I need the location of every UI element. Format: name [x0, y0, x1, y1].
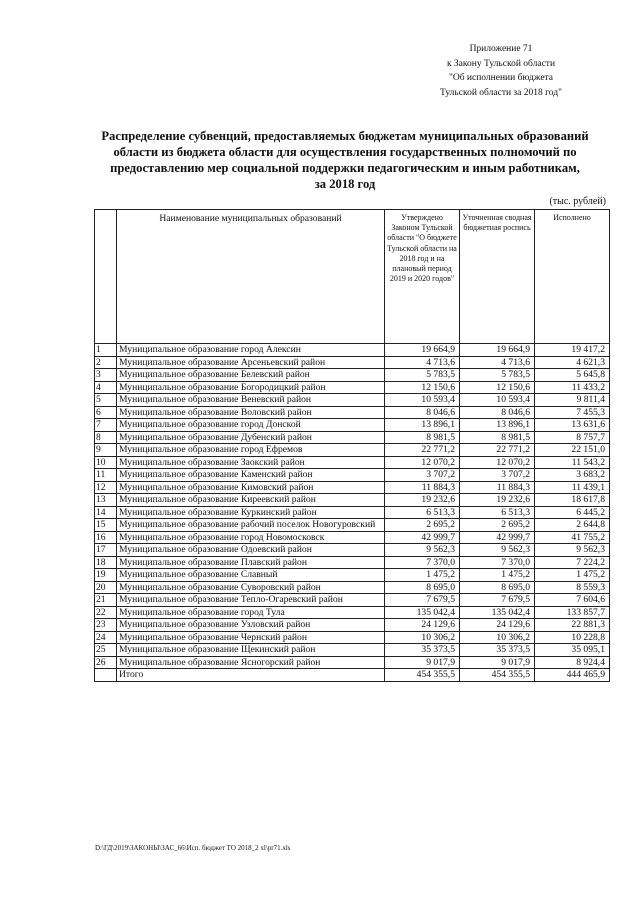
row-refined: 8 695,0: [460, 581, 535, 594]
total-row: [95, 669, 610, 682]
row-executed: 11 439,1: [535, 481, 610, 494]
appendix-header: [440, 42, 562, 100]
row-executed: 18 617,8: [535, 494, 610, 507]
row-refined: 7 679,5: [460, 594, 535, 607]
row-index: 24: [95, 631, 117, 644]
row-refined: 2 695,2: [460, 519, 535, 532]
row-approved: 10 306,2: [385, 631, 460, 644]
row-index: 12: [95, 481, 117, 494]
table-row: [95, 356, 610, 369]
row-executed: 35 095,1: [535, 644, 610, 657]
row-refined: 9 017,9: [460, 656, 535, 669]
row-index: 5: [95, 394, 117, 407]
table-row: [95, 544, 610, 557]
row-approved: 22 771,2: [385, 444, 460, 457]
appendix-line-1: Приложение 71: [469, 44, 533, 54]
row-refined: 10 593,4: [460, 394, 535, 407]
row-refined: 7 370,0: [460, 556, 535, 569]
row-index: 14: [95, 506, 117, 519]
row-approved: 42 999,7: [385, 531, 460, 544]
table-row: [95, 369, 610, 382]
table-row: [95, 556, 610, 569]
table-row: [95, 506, 610, 519]
row-index: 1: [95, 344, 117, 357]
row-name: Муниципальное образование Веневский район: [117, 394, 385, 407]
row-index: 3: [95, 369, 117, 382]
table-row: [95, 494, 610, 507]
row-index: 2: [95, 356, 117, 369]
row-name: Муниципальное образование Одоевский район: [117, 544, 385, 557]
table-row: [95, 469, 610, 482]
row-refined: 10 306,2: [460, 631, 535, 644]
table-row: [95, 519, 610, 532]
table-header-row: [95, 210, 610, 344]
row-approved: 6 513,3: [385, 506, 460, 519]
row-refined: 24 129,6: [460, 619, 535, 632]
table-row: [95, 431, 610, 444]
row-refined: 22 771,2: [460, 444, 535, 457]
table-row: [95, 481, 610, 494]
row-executed: 7 455,3: [535, 406, 610, 419]
row-executed: 8 559,3: [535, 581, 610, 594]
row-name: Муниципальное образование город Алексин: [117, 344, 385, 357]
row-index: 7: [95, 419, 117, 432]
row-executed: 41 755,2: [535, 531, 610, 544]
row-name: Муниципальное образование Узловский район: [117, 619, 385, 632]
table-row: [95, 569, 610, 582]
row-executed: 11 433,2: [535, 381, 610, 394]
row-executed: 9 811,4: [535, 394, 610, 407]
row-index: 25: [95, 644, 117, 657]
row-refined: 9 562,3: [460, 544, 535, 557]
row-refined: 8 981,5: [460, 431, 535, 444]
row-index: 4: [95, 381, 117, 394]
total-refined: 454 355,5: [460, 669, 535, 682]
table-row: [95, 619, 610, 632]
title-line-4: за 2018 год: [314, 177, 376, 191]
table-row: [95, 606, 610, 619]
row-approved: 3 707,2: [385, 469, 460, 482]
table-row: [95, 406, 610, 419]
row-index: 9: [95, 444, 117, 457]
row-refined: 12 150,6: [460, 381, 535, 394]
header-name: Наименование муниципальных образований: [117, 210, 385, 344]
row-name: Муниципальное образование Киреевский район: [117, 494, 385, 507]
row-executed: 8 757,7: [535, 431, 610, 444]
row-index: 10: [95, 456, 117, 469]
row-refined: 13 896,1: [460, 419, 535, 432]
row-refined: 6 513,3: [460, 506, 535, 519]
row-index: 11: [95, 469, 117, 482]
document-title: [100, 128, 590, 192]
row-name: Муниципальное образование Воловский район: [117, 406, 385, 419]
row-name: Муниципальное образование город Ефремов: [117, 444, 385, 457]
row-executed: 133 857,7: [535, 606, 610, 619]
row-approved: 9 017,9: [385, 656, 460, 669]
row-index: 19: [95, 569, 117, 582]
row-name: Муниципальное образование рабочий поселок Новогуровский: [117, 519, 385, 532]
title-line-1: Распределение субвенций, предоставляемых бюджетам муниципальных образований: [101, 129, 589, 143]
row-index: 17: [95, 544, 117, 557]
header-index: [95, 210, 117, 344]
row-executed: 9 562,3: [535, 544, 610, 557]
total-approved: 454 355,5: [385, 669, 460, 682]
row-index: 23: [95, 619, 117, 632]
row-approved: 8 695,0: [385, 581, 460, 594]
subventions-table: [94, 209, 610, 682]
row-approved: 4 713,6: [385, 356, 460, 369]
table-row: [95, 644, 610, 657]
row-executed: 4 621,3: [535, 356, 610, 369]
row-name: Муниципальное образование Кимовский район: [117, 481, 385, 494]
row-name: Муниципальное образование Суворовский район: [117, 581, 385, 594]
total-label: Итого: [117, 669, 385, 682]
row-index: 16: [95, 531, 117, 544]
row-executed: 22 151,0: [535, 444, 610, 457]
table-row: [95, 444, 610, 457]
appendix-line-3: "Об исполнении бюджета: [448, 73, 554, 83]
row-refined: 11 884,3: [460, 481, 535, 494]
row-index: 26: [95, 656, 117, 669]
row-name: Муниципальное образование город Новомосковск: [117, 531, 385, 544]
row-name: Муниципальное образование Плавский район: [117, 556, 385, 569]
row-approved: 5 783,5: [385, 369, 460, 382]
row-name: Муниципальное образование Каменский район: [117, 469, 385, 482]
row-refined: 12 070,2: [460, 456, 535, 469]
row-index: 21: [95, 594, 117, 607]
header-executed: Исполнено: [535, 210, 610, 344]
row-executed: 13 631,6: [535, 419, 610, 432]
row-refined: 5 783,5: [460, 369, 535, 382]
title-line-3: предоставлению мер социальной поддержки педагогическим и иным работникам,: [110, 161, 580, 175]
total-executed: 444 465,9: [535, 669, 610, 682]
row-name: Муниципальное образование Белевский район: [117, 369, 385, 382]
units-label: (тыс. рублей): [549, 196, 606, 207]
appendix-line-2: к Закону Тульской области: [446, 58, 556, 69]
row-index: 13: [95, 494, 117, 507]
row-refined: 8 046,6: [460, 406, 535, 419]
row-approved: 11 884,3: [385, 481, 460, 494]
row-index: 8: [95, 431, 117, 444]
table-row: [95, 394, 610, 407]
file-path-footer: D:\ГД\2019\ЗАКОНЫ\ЗАС_66\Исп. бюджет ТО 2018_2 xl\pr71.xls: [95, 844, 291, 852]
row-approved: 135 042,4: [385, 606, 460, 619]
appendix-line-4: Тульской области за 2018 год": [440, 87, 562, 98]
table-row: [95, 531, 610, 544]
row-name: Муниципальное образование город Донской: [117, 419, 385, 432]
row-name: Муниципальное образование Тепло-Огаревский район: [117, 594, 385, 607]
title-line-2: области из бюджета области для осуществления государственных полномочий по: [113, 145, 577, 159]
row-refined: 135 042,4: [460, 606, 535, 619]
row-refined: 3 707,2: [460, 469, 535, 482]
row-index: 20: [95, 581, 117, 594]
row-executed: 5 645,8: [535, 369, 610, 382]
row-refined: 35 373,5: [460, 644, 535, 657]
row-executed: 1 475,2: [535, 569, 610, 582]
row-refined: 19 232,6: [460, 494, 535, 507]
header-refined: Уточненная сводная бюджетная роспись: [460, 210, 535, 344]
row-approved: 10 593,4: [385, 394, 460, 407]
row-approved: 2 695,2: [385, 519, 460, 532]
row-name: Муниципальное образование Дубенский район: [117, 431, 385, 444]
table-row: [95, 594, 610, 607]
row-executed: 19 417,2: [535, 344, 610, 357]
row-executed: 22 881,3: [535, 619, 610, 632]
row-name: Муниципальное образование Ясногорский район: [117, 656, 385, 669]
row-name: Муниципальное образование Чернский район: [117, 631, 385, 644]
row-approved: 13 896,1: [385, 419, 460, 432]
row-approved: 7 679,5: [385, 594, 460, 607]
table-row: [95, 456, 610, 469]
row-refined: 42 999,7: [460, 531, 535, 544]
row-name: Муниципальное образование Заокский район: [117, 456, 385, 469]
table-row: [95, 656, 610, 669]
row-approved: 19 664,9: [385, 344, 460, 357]
row-approved: 19 232,6: [385, 494, 460, 507]
row-name: Муниципальное образование Славный: [117, 569, 385, 582]
table-row: [95, 344, 610, 357]
row-executed: 7 224,2: [535, 556, 610, 569]
row-approved: 12 150,6: [385, 381, 460, 394]
row-name: Муниципальное образование Щекинский район: [117, 644, 385, 657]
row-index: 22: [95, 606, 117, 619]
row-name: Муниципальное образование Богородицкий район: [117, 381, 385, 394]
row-executed: 11 543,2: [535, 456, 610, 469]
header-approved: Утверждено Законом Тульской области "О бюджете Тульской области на 2018 год и на плановый период 2019 и 2020 годов": [385, 210, 460, 344]
row-index: 18: [95, 556, 117, 569]
table-row: [95, 631, 610, 644]
row-approved: 7 370,0: [385, 556, 460, 569]
total-index: [95, 669, 117, 682]
row-executed: 10 228,8: [535, 631, 610, 644]
row-approved: 1 475,2: [385, 569, 460, 582]
row-name: Муниципальное образование Куркинский район: [117, 506, 385, 519]
row-executed: 2 644,8: [535, 519, 610, 532]
table-row: [95, 381, 610, 394]
row-refined: 19 664,9: [460, 344, 535, 357]
row-approved: 8 981,5: [385, 431, 460, 444]
row-executed: 6 445,2: [535, 506, 610, 519]
row-approved: 12 070,2: [385, 456, 460, 469]
table-row: [95, 581, 610, 594]
row-approved: 8 046,6: [385, 406, 460, 419]
row-index: 6: [95, 406, 117, 419]
row-executed: 7 604,6: [535, 594, 610, 607]
row-name: Муниципальное образование город Тула: [117, 606, 385, 619]
row-approved: 24 129,6: [385, 619, 460, 632]
row-approved: 35 373,5: [385, 644, 460, 657]
row-approved: 9 562,3: [385, 544, 460, 557]
row-refined: 1 475,2: [460, 569, 535, 582]
row-refined: 4 713,6: [460, 356, 535, 369]
row-executed: 3 683,2: [535, 469, 610, 482]
row-executed: 8 924,4: [535, 656, 610, 669]
table-row: [95, 419, 610, 432]
row-name: Муниципальное образование Арсеньевский район: [117, 356, 385, 369]
row-index: 15: [95, 519, 117, 532]
